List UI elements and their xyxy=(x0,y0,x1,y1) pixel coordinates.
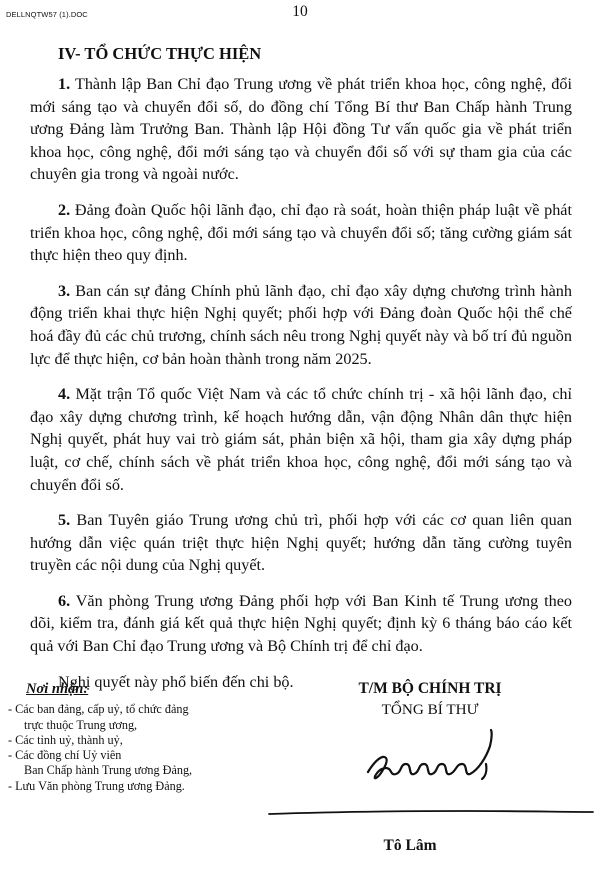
recipient-item: - Các tỉnh uỷ, thành uỷ, xyxy=(8,732,123,747)
signature-divider xyxy=(268,808,594,818)
recipient-item: trực thuộc Trung ương, xyxy=(24,717,138,732)
recipients-block xyxy=(8,682,258,794)
recipient-item: - Lưu Văn phòng Trung ương Đảng. xyxy=(8,778,185,793)
recipient-item: - Các đồng chí Uỷ viên xyxy=(8,748,122,763)
paragraph-number: 2. xyxy=(58,200,71,219)
document-body xyxy=(30,73,572,693)
paragraph-text: Ban cán sự đảng Chính phủ lãnh đạo, chỉ đạo xây dựng chương trình hành động triển khai thực hiện Nghị quyết; phối hợp với Đảng đoàn Quốc hội thể chế hoá đầy đủ các chủ trương, chính sách nêu trong Nghị quyết này và bố trí đủ nguồn lực để thực hiện, cơ bản hoàn thành trong năm 2025. xyxy=(30,281,572,368)
paragraph-number: 5. xyxy=(58,511,71,530)
paragraph-6 xyxy=(30,590,572,658)
page-number: 10 xyxy=(292,3,308,20)
signer-name: Tô Lâm xyxy=(383,837,437,854)
recipient-item: Ban Chấp hành Trung ương Đảng, xyxy=(24,763,193,778)
closing-statement: Nghị quyết này phổ biến đến chi bộ. xyxy=(58,672,294,691)
section-heading: IV- TỔ CHỨC THỰC HIỆN xyxy=(58,44,262,63)
signature-block xyxy=(300,680,560,719)
signer-position: TỔNG BÍ THƯ xyxy=(381,701,479,718)
paragraph-number: 4. xyxy=(58,385,71,404)
paragraph-number: 1. xyxy=(58,75,71,93)
signing-organization: T/M BỘ CHÍNH TRỊ xyxy=(358,680,502,697)
recipients-title: Nơi nhận: xyxy=(26,681,89,697)
paragraph-text: Thành lập Ban Chỉ đạo Trung ương về phát triển khoa học, công nghệ, đổi mới sáng tạo và chuyển đổi số, do đồng chí Tổng Bí thư Ban Chấp hành Trung ương Đảng làm Trưởng Ban. Thành lập Hội đồng Tư vấn quốc gia về phát triển khoa học, công nghệ, đổi mới sáng tạo và chuyển đổi số với sự tham gia của các chuyên gia trong và ngoài nước. xyxy=(30,75,572,184)
handwritten-signature xyxy=(360,724,510,794)
paragraph-1 xyxy=(30,73,572,186)
paragraph-text: Mặt trận Tổ quốc Việt Nam và các tổ chức chính trị - xã hội lãnh đạo, chỉ đạo xây dựng chương trình, kế hoạch hướng dẫn, vận động Nhân dân thực hiện Nghị quyết, phát huy vai trò giám sát, phản biện xã hội, tham gia xây dựng pháp luật, cơ chế, chính sách về phát triển khoa học, công nghệ, đổi mới sáng tạo và chuyển đổi số. xyxy=(30,385,572,494)
paragraph-4 xyxy=(30,383,572,496)
paragraph-text: Đảng đoàn Quốc hội lãnh đạo, chỉ đạo rà soát, hoàn thiện pháp luật về phát triển khoa học, công nghệ, đổi mới sáng tạo và chuyển đổi số; tăng cường giám sát thực hiện theo quy định. xyxy=(30,200,572,265)
paragraph-3 xyxy=(30,280,572,370)
recipient-item: - Các ban đảng, cấp uỷ, tổ chức đảng xyxy=(8,702,189,717)
paragraph-2 xyxy=(30,199,572,267)
file-tag: DELLNQTW57 (1).DOC xyxy=(6,10,88,19)
paragraph-number: 3. xyxy=(58,281,71,300)
paragraph-5 xyxy=(30,509,572,577)
paragraph-number: 6. xyxy=(58,591,71,610)
paragraph-text: Văn phòng Trung ương Đảng phối hợp với Ban Kinh tế Trung ương theo dõi, kiểm tra, đánh giá kết quả thực hiện Nghị quyết; định kỳ 6 tháng báo cáo kết quả với Ban Chỉ đạo Trung ương và Bộ Chính trị để chỉ đạo. xyxy=(30,591,572,656)
paragraph-text: Ban Tuyên giáo Trung ương chủ trì, phối hợp với các cơ quan liên quan hướng dẫn việc quán triệt thực hiện Nghị quyết; hướng dẫn tăng cường tuyên truyền các nội dung của Nghị quyết. xyxy=(30,511,572,575)
